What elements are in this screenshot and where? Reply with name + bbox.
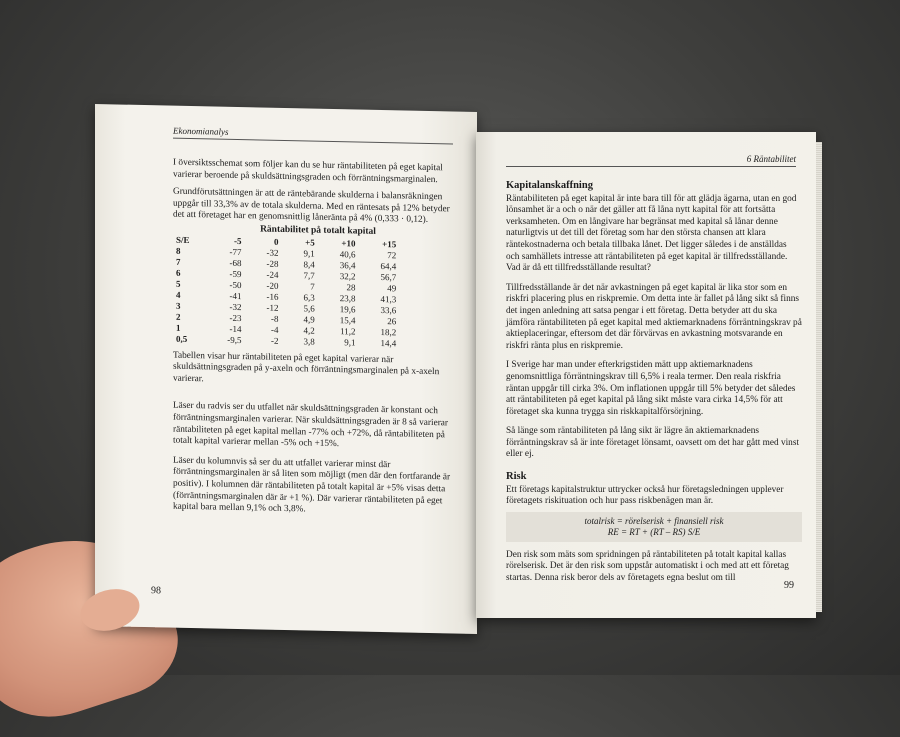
page-edge: [816, 142, 822, 612]
table-row-label: 3: [176, 300, 181, 311]
table-row-label: 6: [176, 267, 181, 278]
right-para-6: Den risk som mäts som spridningen på räntabiliteten på totalt kapital kallas rörelserisk. Det är den risk som uppstår automatiskt i och med att ett företag startas. Denna risk beror dels av företagets egna beslut om till: [506, 549, 789, 584]
table-column-header: +10: [341, 237, 356, 249]
table-row-label: 1: [176, 322, 181, 333]
table-cell: 49: [387, 282, 397, 293]
table-column-header: 0: [274, 236, 279, 247]
table-cell: -14: [229, 323, 242, 334]
right-para-5: Ett företags kapitalstruktur uttrycker också hur företagsledningen upplever företagets riskituation och hur pass riskbenägen man är.: [506, 484, 784, 507]
table-cell: 8,4: [303, 258, 315, 270]
right-para-4: Så länge som räntabiliteten på lång sikt är lägre än aktiemarknadens förräntningskrav så är inte företaget lönsamt, oavsett om det har gått med vinst eller ej.: [506, 426, 800, 460]
table-cell: 7: [310, 281, 315, 292]
table-cell: 26: [387, 315, 397, 326]
table-cell: 56,7: [380, 271, 397, 282]
page-number-right: 99: [784, 580, 794, 591]
table-cell: -41: [229, 290, 242, 301]
left-page: [95, 104, 477, 634]
left-para-1: I översiktsschemat som följer kan du se hur räntabiliteten på eget kapital varierar beroende på skuldsättningsgraden och förräntningsmarginalen.: [173, 157, 443, 185]
table-cell: -23: [229, 312, 242, 323]
left-para-3: Tabellen visar hur räntabiliteten på eget kapital varierar när skuldsättningsgraden på y-axeln och förräntningsmarginalen på x-axeln varierar.: [173, 350, 440, 385]
table-column-header: +5: [305, 236, 315, 248]
table-row-label: 8: [176, 245, 181, 256]
table-cell: -68: [229, 257, 242, 268]
table-cell: -77: [229, 246, 242, 257]
heading-kapitalanskaffning: Kapitalanskaffning: [506, 180, 593, 191]
table-cell: 64,4: [380, 260, 397, 271]
table-cell: -59: [229, 268, 242, 279]
table-corner-label: S/E: [176, 234, 190, 245]
table-cell: -4: [271, 324, 279, 335]
table-caption: Räntabilitet på totalt kapital: [260, 224, 376, 237]
table-cell: 9,1: [303, 247, 315, 259]
roe-table: [173, 234, 399, 349]
formula-line-1: totalrisk = rörelserisk + finansiell risk: [584, 515, 724, 526]
table-cell: 23,8: [339, 292, 356, 304]
table-cell: 7,7: [303, 269, 315, 281]
table-cell: 14,4: [380, 337, 397, 348]
left-para-5: Läser du kolumnvis så ser du att utfallet varierar minst där förräntningsmarginalen är så liten som möjligt (men där den fortfarande är positiv). I kolumnen där räntabiliteten på totalt kapital är +5% visas detta (förräntningsmarginalen där är +1 %). Där varierar räntabiliteten på eget kapital bara mellan 9,1% och 3,8%.: [173, 455, 451, 515]
table-cell: 15,4: [339, 314, 356, 326]
table-cell: -12: [266, 302, 279, 313]
table-cell: 5,6: [303, 302, 315, 314]
table-cell: 18,2: [380, 326, 397, 337]
table-cell: 28: [346, 281, 356, 293]
table-cell: -2: [271, 335, 279, 346]
page-number-left: 98: [151, 585, 161, 597]
left-page-body: [173, 158, 463, 520]
right-para-2: Tillfredsställande är det när avkastningen på eget kapital är lika stor som en riskfri placering plus en riskpremie. Om detta inte är fallet på lång sikt så finns det ingen anledning att satsa pengar i ett företag. Detta betyder att du ska jämföra räntabiliteten på eget kapital med aktiemarknadens förräntningskrav på aktieplaceringar, eftersom det där förvärvas en avkastning motsvarande en riskfri ränta plus en riskpremie.: [506, 282, 802, 351]
table-cell: 6,3: [303, 291, 315, 303]
table-cell: 4,9: [303, 313, 315, 325]
right-page-body: [506, 180, 802, 585]
heading-risk: Risk: [506, 471, 527, 483]
table-cell: -28: [266, 258, 279, 269]
table-cell: 32,2: [339, 270, 356, 282]
left-para-4: Läser du radvis ser du utfallet när skuldsättningsgraden är konstant och förräntningsmarginalen varierar. När skuldsättningsgraden är 8 så varierar räntabiliteten på eget kapital mellan -77% och +72%, då räntabiliteten på totalt kapital varierar mellan -5% och +15%.: [173, 400, 449, 450]
table-cell: -32: [229, 301, 242, 312]
table-row-label: 5: [176, 278, 181, 289]
table-body: [173, 245, 399, 349]
table-cell: 4,2: [303, 324, 315, 336]
table-cell: 36,4: [339, 259, 356, 271]
table-cell: -8: [271, 313, 279, 324]
table-row-label: 4: [176, 289, 181, 300]
table-column-header: +15: [382, 238, 397, 249]
table-cell: 9,1: [344, 336, 356, 348]
table-cell: 41,3: [380, 293, 397, 304]
table-cell: -9,5: [227, 334, 242, 345]
table-column-header: -5: [234, 235, 242, 246]
table-cell: 72: [387, 249, 397, 260]
risk-formula: [506, 512, 802, 542]
table-cell: 3,8: [303, 335, 315, 347]
table-cell: -24: [266, 269, 279, 280]
table-cell: 40,6: [339, 248, 356, 260]
formula-line-2: RE = RT + (RT – RS) S/E: [607, 526, 701, 537]
table-row-label: 2: [176, 311, 181, 322]
right-page: [476, 132, 816, 618]
table-row-label: 7: [176, 256, 181, 267]
table-cell: 33,6: [380, 304, 397, 315]
table-cell: 11,2: [340, 325, 356, 337]
table-cell: -20: [266, 280, 279, 291]
table-cell: -16: [266, 291, 279, 302]
table-cell: -32: [266, 247, 279, 258]
table-cell: -50: [229, 279, 242, 290]
right-para-1: Räntabiliteten på eget kapital är inte bara till för att glädja ägarna, utan en god lönsamhet är a och o när det gäller att få låna nytt kapital för att fortsätta verksamheten. Om en långivare har begränsat med kapital så lånar denne naturligtvis ut det till det företag som har den största chansen att klara räntekostnaderna och betala tillbaka lånet. Det ligger således i de anställdas och samhällets intresse att räntabiliteten på eget kapital är tillfredsställande. Vad är då ett tillfredsställande resultat?: [506, 193, 797, 274]
table-cell: 19,6: [339, 303, 356, 315]
table-row-label: 0,5: [176, 333, 188, 344]
running-head-right: 6 Räntabilitet: [506, 154, 796, 167]
right-para-3: I Sverige har man under efterkrigstiden mätt upp aktiemarknadens genomsnittliga förräntningskrav till 6,5% i reala termer. Den reala riskfria räntan uppgår till cirka 3%. Om inflationen uppgår till 5% betyder det således att räntabiliteten på eget kapital på lång sikt måste vara cirka 14,5% för att företaget ska kunna trygga sin riskkapitalförsörjning.: [506, 360, 796, 417]
left-para-2: Grundförutsättningen är att de räntebärande skulderna i balansräkningen uppgår till 33,3% av de totala skulderna. Med en räntesats på 12% betyder det att företaget har en genomsnittlig låneränta på 4% (0,333 · 0,12).: [173, 186, 450, 226]
running-head-left: Ekonomianalys: [173, 126, 453, 145]
